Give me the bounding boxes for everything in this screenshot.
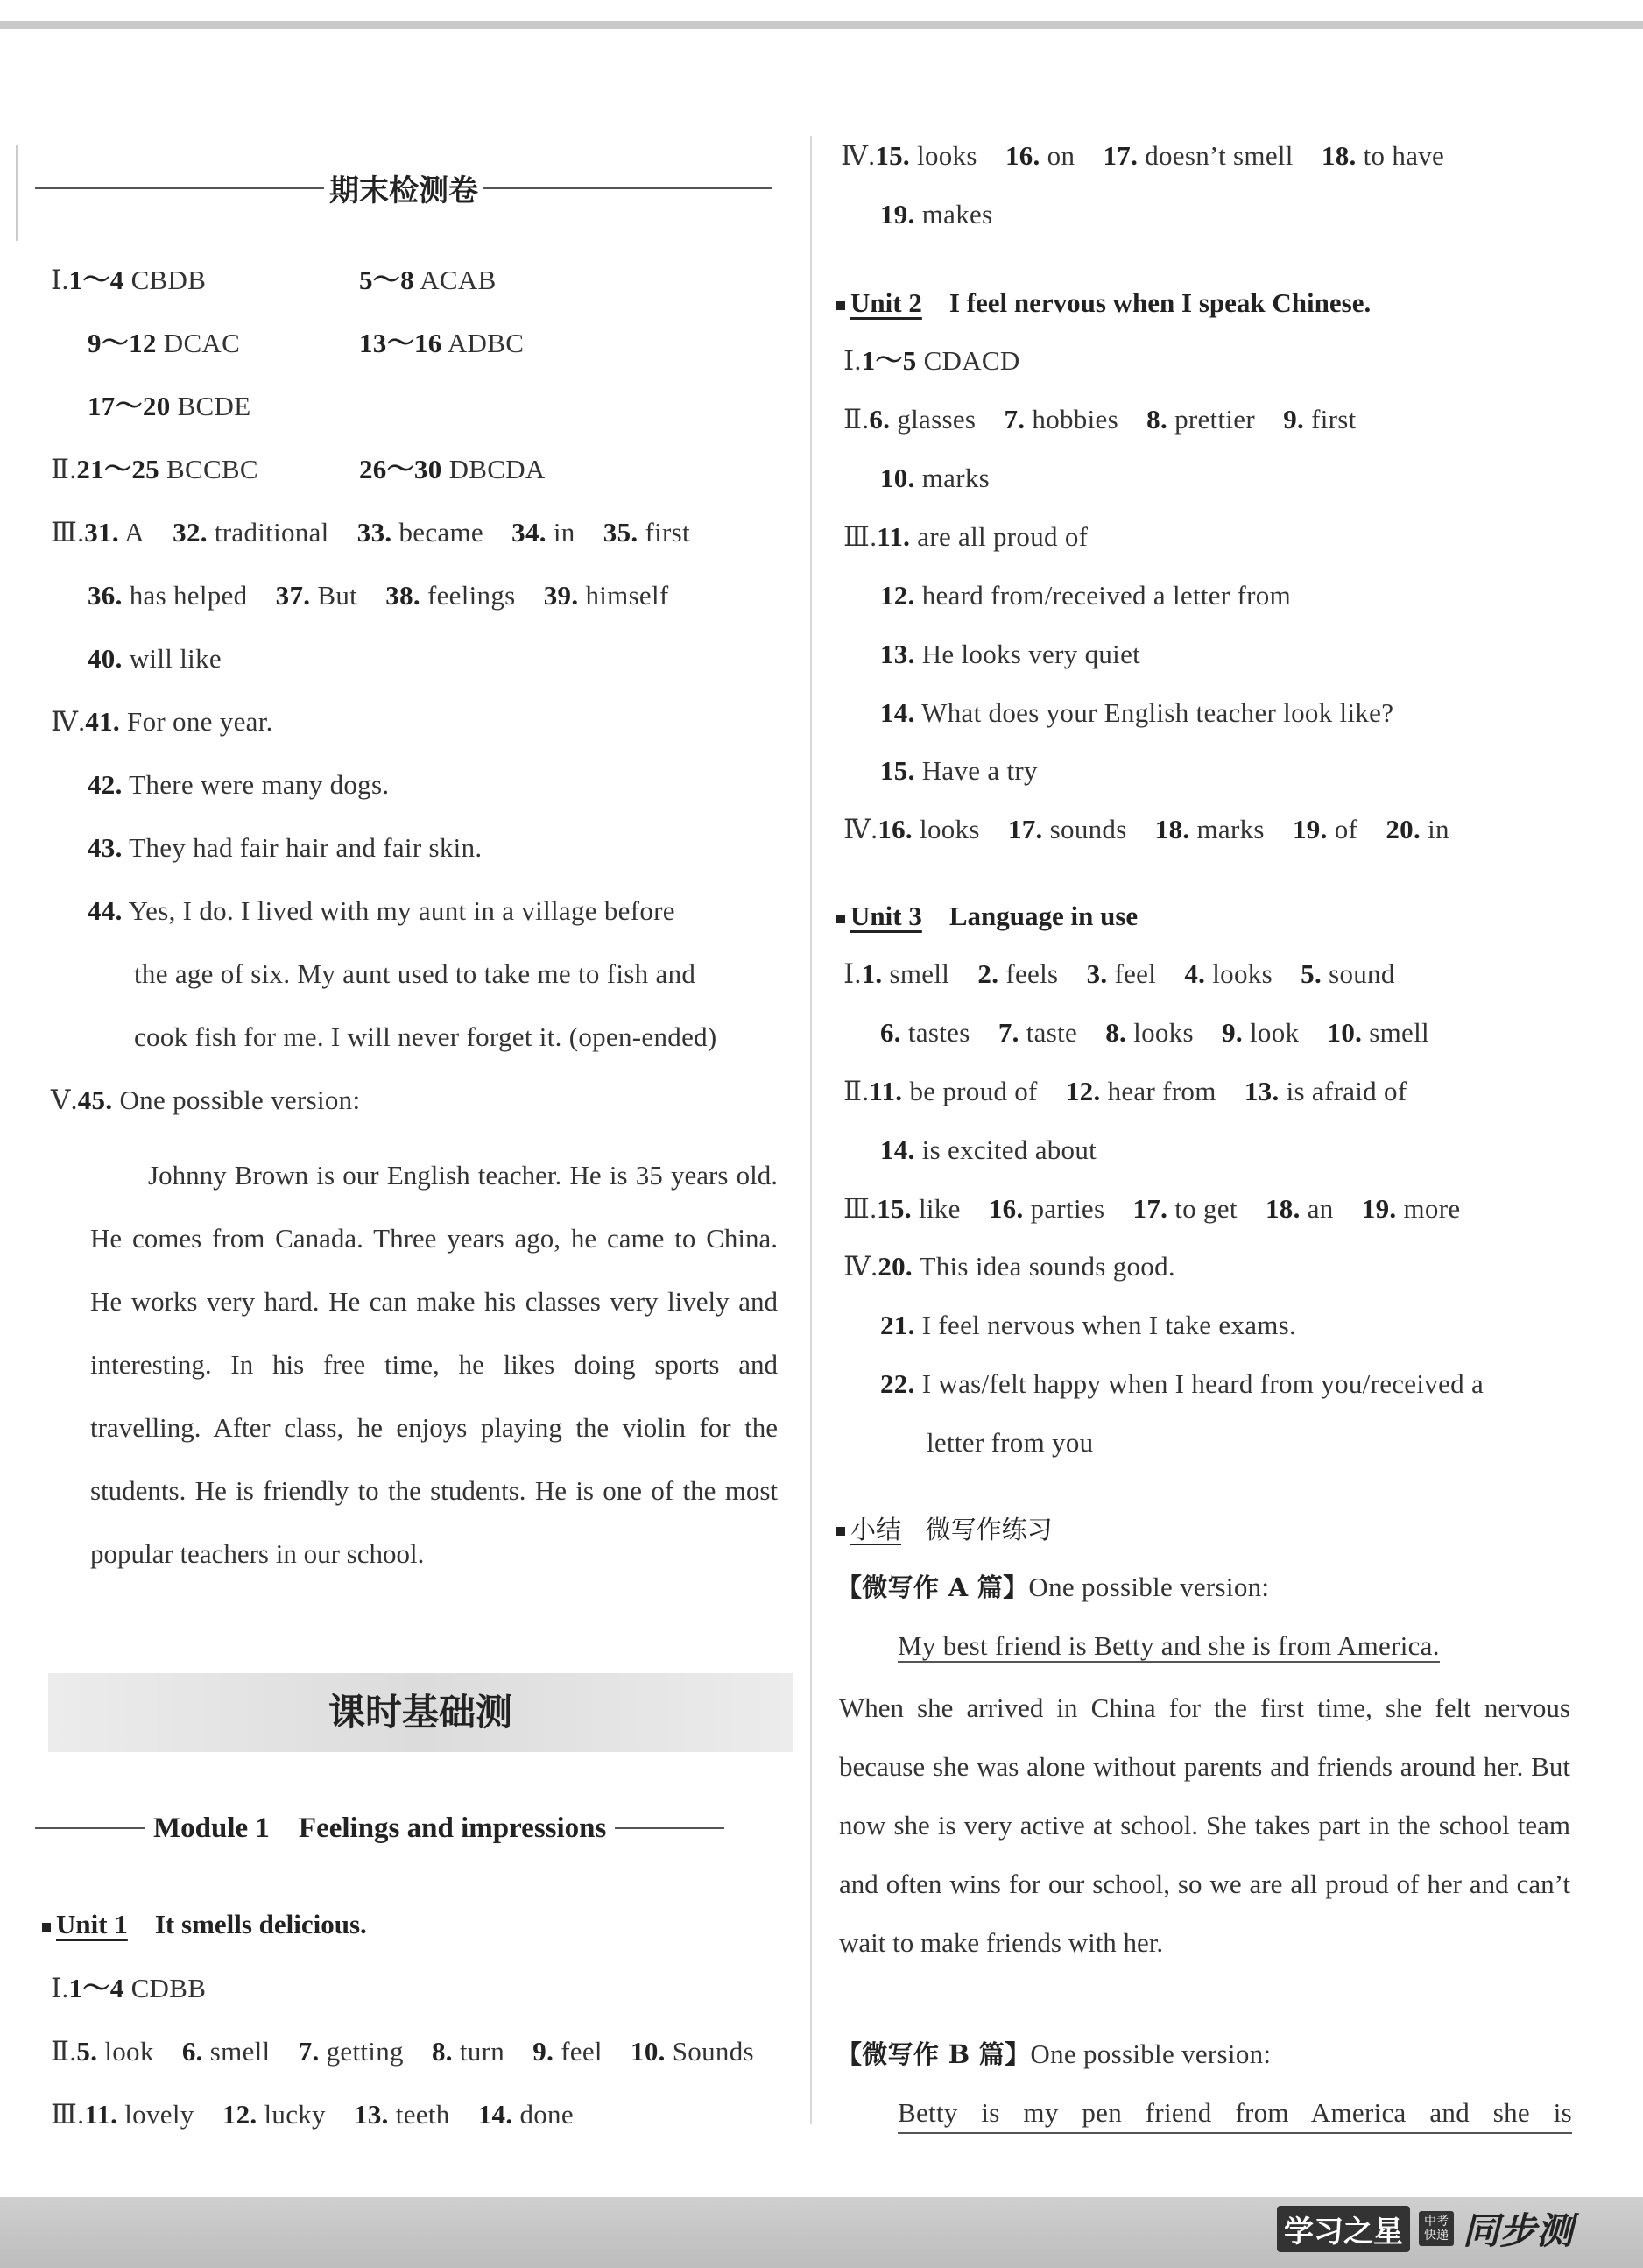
item-answer: doesn’t smell	[1145, 140, 1294, 171]
section-number: Ⅱ.	[843, 1076, 870, 1106]
brand-badge: 中考快递	[1419, 2211, 1454, 2246]
item-answer: But	[317, 580, 358, 611]
writing-first-line	[898, 2094, 1572, 2134]
section-number: Ⅲ.	[51, 2099, 85, 2130]
item-answer: taste	[1026, 1017, 1078, 1048]
margin-line	[16, 145, 18, 241]
item-number: 39.	[543, 580, 579, 611]
answer-line	[88, 576, 669, 615]
item-answer: I feel nervous when I take exams.	[921, 1310, 1297, 1340]
answer-value: CDBB	[130, 1973, 207, 2003]
item-number: 7.	[998, 1017, 1019, 1048]
item-number: 18.	[1154, 814, 1190, 844]
answer-range: 21～25	[76, 454, 159, 484]
item-answer: I was/felt happy when I heard from you/received a	[921, 1368, 1484, 1399]
writing-intro: One possible version:	[1030, 2038, 1272, 2069]
item-number: 7.	[1004, 404, 1026, 435]
item-answer: turn	[459, 2036, 505, 2067]
summary-title: 微写作练习	[925, 1515, 1053, 1544]
item-number: 12.	[222, 2099, 257, 2130]
section-number: Ⅱ.	[843, 404, 870, 435]
answer-line	[51, 1081, 360, 1120]
answer-value: ACAB	[420, 265, 497, 295]
item-answer: marks	[921, 463, 990, 493]
item-number: 1.	[861, 958, 883, 989]
answer-line	[88, 766, 389, 804]
item-answer: traditional	[214, 517, 329, 548]
item-number: 20.	[878, 1251, 913, 1282]
answer-line	[880, 1014, 1429, 1052]
item-number: 21.	[880, 1310, 915, 1340]
item-answer: look	[1249, 1017, 1300, 1048]
item-answer: looks	[920, 814, 980, 844]
item-answer: heard from/received a letter from	[921, 580, 1292, 611]
item-number: 11.	[869, 1076, 903, 1106]
section-number: Ⅳ.	[843, 1251, 878, 1282]
item-answer: an	[1307, 1193, 1334, 1224]
title-rule-left	[35, 1827, 145, 1829]
item-answer: feels	[1005, 958, 1059, 989]
writing-b-header	[836, 2035, 1271, 2074]
item-number: 14.	[880, 697, 915, 728]
item-answer: What does your English teacher look like?	[921, 697, 1394, 728]
item-answer: sounds	[1049, 814, 1127, 844]
item-answer: tastes	[907, 1017, 970, 1048]
answer-line	[843, 400, 1357, 439]
unit-label: Unit 1	[56, 1909, 128, 1939]
item-number: 16.	[988, 1193, 1024, 1224]
unit-title: I feel nervous when I speak Chinese.	[948, 287, 1372, 318]
answer-continuation: the age of six. My aunt used to take me to fish and	[134, 958, 696, 989]
answer-line	[843, 1072, 1407, 1111]
item-number: 5.	[76, 2036, 98, 2067]
bullet-square	[836, 1527, 845, 1536]
answer-line	[88, 387, 250, 426]
item-answer: like	[918, 1193, 961, 1224]
answer-range: 13～16	[359, 328, 442, 358]
unit-label: Unit 3	[850, 901, 922, 931]
writing-intro: One possible version:	[1028, 1572, 1270, 1602]
summary-heading	[836, 1510, 1053, 1549]
item-number: 16.	[878, 814, 913, 844]
item-answer: first	[1311, 404, 1357, 435]
answer-range: 1～4	[68, 265, 124, 295]
item-number: 13.	[1244, 1076, 1280, 1106]
item-number: 8.	[1146, 404, 1168, 435]
item-number: 11.	[877, 521, 911, 552]
item-number: 41.	[85, 706, 120, 737]
item-answer: He looks very quiet	[921, 639, 1141, 669]
answer-line	[843, 810, 1449, 849]
item-number: 36.	[88, 580, 123, 611]
item-number: 10.	[1327, 1017, 1363, 1048]
section-number: Ⅴ.	[51, 1085, 78, 1115]
answer-line	[359, 324, 524, 363]
item-answer: makes	[921, 199, 993, 230]
item-number: 9.	[1283, 404, 1305, 435]
item-answer: is excited about	[921, 1134, 1097, 1165]
item-answer: For one year.	[127, 706, 273, 737]
item-answer: himself	[585, 580, 669, 611]
item-number: 6.	[181, 2036, 203, 2067]
item-number: 12.	[1065, 1076, 1101, 1106]
item-answer: feel	[1114, 958, 1157, 989]
item-answer: teeth	[395, 2099, 450, 2130]
answer-line	[880, 1365, 1484, 1403]
item-answer: Yes, I do. I lived with my aunt in a village before	[128, 895, 675, 926]
item-answer: Have a try	[921, 755, 1038, 786]
section-number: Ⅲ.	[51, 517, 85, 548]
item-number: 15.	[880, 755, 915, 786]
unit-heading	[836, 284, 1371, 322]
item-number: 7.	[298, 2036, 320, 2067]
item-number: 2.	[977, 958, 999, 989]
answer-line	[843, 518, 1088, 556]
summary-label: 小结	[850, 1515, 902, 1544]
answer-line	[841, 137, 1444, 175]
item-answer: first	[645, 517, 690, 548]
item-answer: looks	[917, 140, 977, 171]
writing-label: 【微写作 A 篇】	[836, 1572, 1029, 1602]
item-number: 11.	[84, 2099, 118, 2130]
bullet-square	[836, 915, 845, 923]
item-answer: is afraid of	[1286, 1076, 1407, 1106]
unit-label: Unit 2	[850, 287, 922, 318]
item-number: 32.	[173, 517, 208, 548]
answer-value: BCDE	[177, 391, 251, 421]
item-answer: to get	[1174, 1193, 1238, 1224]
item-number: 8.	[1105, 1017, 1127, 1048]
section-number: Ⅱ.	[51, 454, 77, 484]
item-number: 31.	[84, 517, 119, 548]
answer-line	[843, 342, 1020, 380]
banner-title: 课时基础测	[328, 1691, 512, 1734]
item-answer: of	[1334, 814, 1358, 844]
item-answer: There were many dogs.	[129, 769, 390, 800]
item-answer: parties	[1030, 1193, 1105, 1224]
section-number: Ⅰ.	[843, 345, 862, 376]
brand-series: 同步测	[1462, 2209, 1573, 2252]
answer-line	[51, 2032, 754, 2071]
item-answer: getting	[326, 2036, 404, 2067]
item-answer: in	[553, 517, 575, 548]
answer-line	[880, 1131, 1097, 1169]
item-number: 6.	[880, 1017, 901, 1048]
item-number: 10.	[631, 2036, 666, 2067]
item-answer: This idea sounds good.	[919, 1251, 1175, 1282]
answer-continuation: letter from you	[927, 1427, 1094, 1458]
answer-line	[51, 703, 273, 741]
item-answer: looks	[1212, 958, 1273, 989]
answer-line	[880, 576, 1291, 615]
section-number: Ⅳ.	[841, 140, 876, 171]
item-answer: One possible version:	[119, 1085, 361, 1115]
item-answer: are all proud of	[917, 521, 1089, 552]
section-number: Ⅰ.	[51, 265, 69, 295]
item-number: 20.	[1386, 814, 1421, 844]
item-number: 9.	[1222, 1017, 1243, 1048]
writing-label: 【微写作 B 篇】	[836, 2039, 1031, 2069]
item-answer: sound	[1329, 958, 1395, 989]
bullet-square	[836, 301, 845, 310]
answer-range: 1～4	[68, 1973, 124, 2003]
item-answer: They had fair hair and fair skin.	[129, 832, 483, 863]
item-answer: glasses	[897, 404, 977, 435]
item-number: 18.	[1265, 1193, 1301, 1224]
item-number: 44.	[88, 895, 123, 926]
section-number: Ⅰ.	[843, 958, 862, 989]
answer-continuation: cook fish for me. I will never forget it. (open-ended)	[134, 1021, 717, 1052]
item-answer: be proud of	[909, 1076, 1038, 1106]
brand-logo	[1277, 2208, 1573, 2250]
answer-line	[88, 324, 240, 363]
item-answer: has helped	[129, 580, 248, 611]
section-title-final-exam	[35, 166, 772, 209]
item-answer: feelings	[427, 580, 516, 611]
item-answer: A	[124, 517, 145, 548]
answer-line	[843, 1190, 1460, 1228]
item-number: 12.	[880, 580, 915, 611]
item-number: 17.	[1007, 814, 1043, 844]
item-answer: lucky	[264, 2099, 326, 2130]
item-number: 45.	[77, 1085, 113, 1115]
item-answer: Sounds	[672, 2036, 754, 2067]
writing-first-sentence: Betty is my pen friend from America and she is	[898, 2094, 1572, 2134]
answer-line	[880, 694, 1393, 732]
item-number: 19.	[1361, 1193, 1397, 1224]
section-number: Ⅳ.	[843, 814, 878, 844]
answer-line	[359, 261, 497, 300]
item-number: 42.	[88, 769, 123, 800]
unit-heading	[42, 1905, 367, 1944]
answer-range: 5～8	[359, 265, 414, 295]
unit-title: It smells delicious.	[154, 1909, 367, 1939]
item-number: 15.	[875, 140, 910, 171]
answer-line	[880, 195, 992, 234]
item-answer: will like	[129, 643, 222, 674]
unit-heading	[836, 897, 1138, 936]
item-number: 34.	[511, 517, 546, 548]
section-number: Ⅱ.	[51, 2036, 77, 2067]
item-number: 13.	[354, 2099, 389, 2130]
answer-range: 1～5	[861, 345, 917, 376]
item-number: 17.	[1103, 140, 1139, 171]
item-answer: feel	[561, 2036, 603, 2067]
item-number: 22.	[880, 1368, 915, 1399]
module-heading: Module 1 Feelings and impressions	[153, 1812, 607, 1844]
column-divider	[810, 136, 812, 2124]
answer-line	[843, 1247, 1175, 1286]
item-answer: done	[519, 2099, 574, 2130]
answer-range: 17～20	[88, 391, 171, 421]
item-answer: to have	[1363, 140, 1445, 171]
item-answer: smell	[1369, 1017, 1429, 1048]
item-answer: hear from	[1107, 1076, 1216, 1106]
title-rule-right	[483, 187, 772, 189]
item-number: 10.	[880, 463, 915, 493]
unit-title: Language in use	[948, 901, 1139, 931]
item-number: 9.	[532, 2036, 554, 2067]
item-answer: smell	[889, 958, 950, 989]
answer-line	[51, 1969, 206, 2008]
item-answer: marks	[1196, 814, 1265, 844]
answer-line	[51, 450, 258, 489]
item-number: 14.	[477, 2099, 513, 2130]
item-answer: more	[1403, 1193, 1461, 1224]
item-number: 19.	[880, 199, 915, 230]
answer-value: CDACD	[923, 345, 1020, 376]
answer-range: 9～12	[88, 328, 157, 358]
item-number: 6.	[869, 404, 891, 435]
answer-value: BCCBC	[166, 454, 258, 484]
top-bar	[0, 21, 1643, 29]
answer-line	[51, 2095, 574, 2134]
answer-value: CBDB	[130, 265, 207, 295]
item-number: 33.	[356, 517, 392, 548]
answer-line	[359, 450, 546, 489]
answer-line	[88, 829, 482, 867]
item-answer: prettier	[1174, 404, 1255, 435]
item-number: 13.	[880, 639, 915, 669]
writing-first-sentence: My best friend is Betty and she is from America.	[898, 1630, 1440, 1661]
answer-line	[88, 892, 675, 930]
brand-name: 学习之星	[1277, 2206, 1410, 2252]
answer-value: DCAC	[163, 328, 241, 358]
module-title	[35, 1809, 724, 1848]
answer-line	[51, 513, 690, 552]
essay-paragraph: Johnny Brown is our English teacher. He is 35 years old. He comes from Canada. Three years ago, he came to China. He works very hard. He can make his classes very lively and interesting. In his free time, he likes doing sports and travelling. After class, he enjoys playing the violin for the students. He is friendly to the students. He is one of the most popular teachers in our school.	[90, 1160, 778, 1569]
title-rule-right	[615, 1827, 724, 1829]
writing-first-line	[898, 1627, 1440, 1665]
item-number: 17.	[1132, 1193, 1168, 1224]
answer-value: DBCDA	[448, 454, 546, 484]
section-number: Ⅳ.	[51, 706, 86, 737]
bullet-square	[42, 1923, 51, 1932]
answer-line	[880, 459, 990, 498]
answer-line	[88, 639, 222, 678]
item-number: 3.	[1086, 958, 1108, 989]
item-answer: smell	[209, 2036, 271, 2067]
writing-a-body: When she arrived in China for the first time, she felt nervous because she was alone without parents and friends around her. But now she is very active at school. She takes part in the school team and often wins for our school, so we are all proud of her and can’t wait to make friends with her.	[839, 1692, 1570, 1958]
item-answer: on	[1047, 140, 1075, 171]
item-number: 4.	[1184, 958, 1206, 989]
item-answer: in	[1428, 814, 1449, 844]
item-answer: look	[104, 2036, 154, 2067]
section-number: Ⅲ.	[843, 1193, 878, 1224]
answer-line	[880, 635, 1140, 674]
item-number: 5.	[1301, 958, 1322, 989]
item-number: 40.	[88, 643, 123, 674]
item-number: 14.	[880, 1134, 915, 1165]
item-answer: became	[398, 517, 483, 548]
item-number: 37.	[275, 580, 311, 611]
item-number: 8.	[432, 2036, 453, 2067]
answer-line	[843, 955, 1395, 993]
item-number: 18.	[1321, 140, 1357, 171]
answer-value: ADBC	[447, 328, 525, 358]
item-answer: hobbies	[1032, 404, 1118, 435]
item-number: 38.	[385, 580, 420, 611]
answer-range: 26～30	[359, 454, 442, 484]
final-exam-title: 期末检测卷	[329, 173, 478, 208]
writing-a-header	[836, 1568, 1269, 1607]
section-number: Ⅰ.	[51, 1973, 69, 2003]
answer-line	[880, 752, 1038, 790]
section-number: Ⅲ.	[843, 521, 878, 552]
title-rule-left	[35, 187, 324, 189]
item-number: 43.	[88, 832, 123, 863]
item-number: 16.	[1005, 140, 1040, 171]
item-number: 15.	[877, 1193, 912, 1224]
answer-line	[880, 1306, 1296, 1345]
item-answer: looks	[1133, 1017, 1194, 1048]
item-answer: lovely	[124, 2099, 194, 2130]
item-number: 35.	[603, 517, 638, 548]
item-number: 19.	[1292, 814, 1328, 844]
answer-line	[51, 261, 206, 300]
